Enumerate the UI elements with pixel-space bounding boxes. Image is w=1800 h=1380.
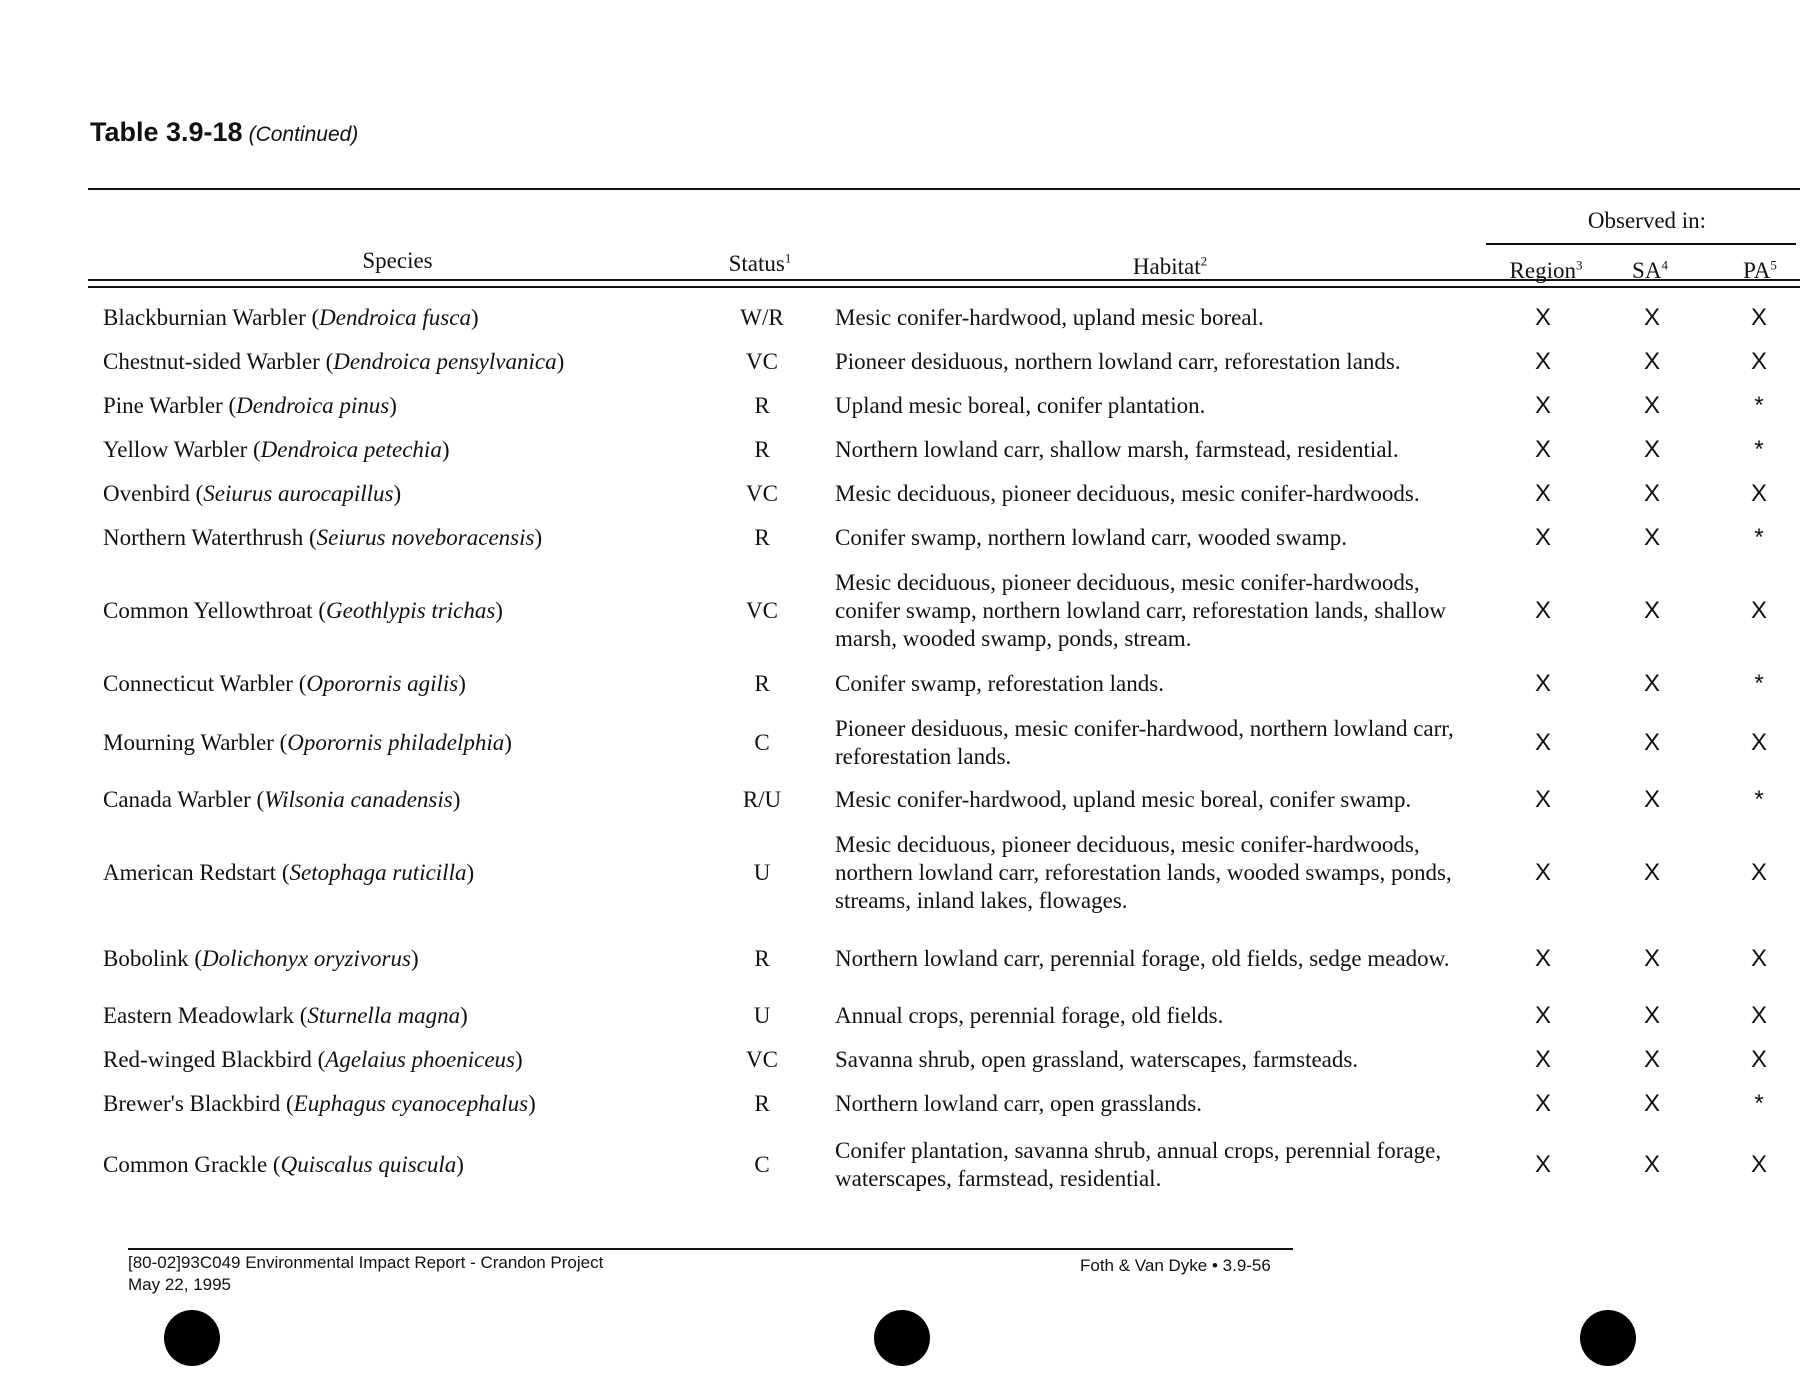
header-status (720, 251, 800, 277)
header-species (310, 248, 485, 274)
species-scientific: Quiscalus quiscula (280, 1152, 457, 1177)
region-mark: X (1534, 304, 1551, 331)
observed-in-rule (1486, 243, 1796, 245)
species-common: Northern Waterthrush (103, 525, 304, 550)
status-cell: C (754, 730, 770, 755)
header-habitat (1100, 254, 1240, 280)
habitat-cell: Conifer swamp, reforestation lands. (835, 671, 1164, 696)
pa-mark: * (1754, 670, 1764, 697)
status-cell: C (754, 1152, 770, 1177)
pa-mark: X (1750, 1046, 1767, 1073)
region-mark: X (1534, 729, 1551, 756)
pa-mark: X (1750, 304, 1767, 331)
sa-mark: X (1643, 304, 1660, 331)
sa-mark: X (1643, 524, 1660, 551)
table-number: Table 3.9-18 (90, 117, 243, 147)
species-cell: American Redstart (Setophaga ruticilla) (103, 860, 475, 885)
table-continued: (Continued) (248, 123, 359, 146)
habitat-cell: Upland mesic boreal, conifer plantation. (835, 393, 1206, 418)
header-habitat-text: Habitat (1132, 254, 1201, 279)
species-cell: Connecticut Warbler (Oporornis agilis) (103, 671, 466, 696)
species-common: Connecticut Warbler (103, 671, 293, 696)
status-cell: R (754, 437, 770, 462)
species-common: Yellow Warbler (103, 437, 248, 462)
region-mark: X (1534, 524, 1551, 551)
table-row (0, 1134, 1800, 1196)
species-common: American Redstart (103, 860, 277, 885)
species-common: Chestnut-sided Warbler (103, 349, 320, 374)
header-sa-text: SA (1632, 258, 1662, 283)
species-cell: Chestnut-sided Warbler (Dendroica pensylvanica) (103, 349, 565, 374)
footer-rule (128, 1248, 1293, 1250)
species-scientific: Dendroica pinus (236, 393, 390, 418)
habitat-cell: Conifer plantation, savanna shrub, annual crops, perennial forage, waterscapes, farmstead, residential. (835, 1138, 1442, 1191)
species-common: Blackburnian Warbler (103, 305, 306, 330)
region-mark: X (1534, 1090, 1551, 1117)
table-row (0, 928, 1800, 990)
region-mark: X (1534, 786, 1551, 813)
pa-mark: * (1754, 1090, 1764, 1117)
table-row (0, 386, 1800, 426)
species-common: Ovenbird (103, 481, 190, 506)
region-mark: X (1534, 1002, 1551, 1029)
species-cell: Eastern Meadowlark (Sturnella magna) (103, 1003, 468, 1028)
header-region-note: 3 (1575, 257, 1583, 273)
species-common: Common Grackle (103, 1152, 268, 1177)
header-habitat-note: 2 (1200, 253, 1208, 269)
species-scientific: Geothlypis trichas (326, 598, 496, 623)
table-row (0, 996, 1800, 1036)
table-row (0, 342, 1800, 382)
species-scientific: Setophaga ruticilla (289, 860, 467, 885)
habitat-cell: Pioneer desiduous, northern lowland carr, reforestation lands. (835, 349, 1401, 374)
species-cell: Red-winged Blackbird (Agelaius phoeniceus) (103, 1047, 523, 1072)
sa-mark: X (1643, 597, 1660, 624)
status-cell: R (754, 393, 770, 418)
species-scientific: Dolichonyx oryzivorus (202, 946, 411, 971)
table-row (0, 1084, 1800, 1124)
header-pa-note: 5 (1770, 257, 1777, 273)
status-cell: U (753, 1003, 771, 1028)
region-mark: X (1534, 348, 1551, 375)
pa-mark: X (1750, 348, 1767, 375)
binder-hole (874, 1310, 930, 1366)
species-scientific: Oporornis philadelphia (287, 730, 505, 755)
species-scientific: Dendroica pensylvanica (333, 349, 557, 374)
pa-mark: X (1750, 480, 1767, 507)
region-mark: X (1534, 859, 1551, 886)
sa-mark: X (1643, 480, 1660, 507)
species-scientific: Wilsonia canadensis (264, 787, 453, 812)
species-cell: Brewer's Blackbird (Euphagus cyanocephalus) (103, 1091, 536, 1116)
pa-mark: * (1754, 436, 1764, 463)
status-cell: R (754, 1091, 770, 1116)
habitat-cell: Conifer swamp, northern lowland carr, wooded swamp. (835, 525, 1347, 550)
footer-left (128, 1252, 603, 1296)
species-cell: Blackburnian Warbler (Dendroica fusca) (103, 305, 479, 330)
habitat-cell: Mesic deciduous, pioneer deciduous, mesic conifer-hardwoods. (835, 481, 1420, 506)
habitat-cell: Annual crops, perennial forage, old fields. (835, 1003, 1224, 1028)
habitat-cell: Pioneer desiduous, mesic conifer-hardwood, northern lowland carr, reforestation lands. (835, 716, 1454, 769)
table-row (0, 712, 1800, 774)
status-cell: U (753, 860, 771, 885)
species-common: Pine Warbler (103, 393, 223, 418)
region-mark: X (1534, 436, 1551, 463)
species-scientific: Seiurus aurocapillus (203, 481, 394, 506)
binder-hole (164, 1310, 220, 1366)
region-mark: X (1534, 670, 1551, 697)
habitat-cell: Northern lowland carr, perennial forage, old fields, sedge meadow. (835, 946, 1450, 971)
header-species-text: Species (362, 248, 433, 273)
sa-mark: X (1643, 1046, 1660, 1073)
header-status-note: 1 (784, 250, 792, 266)
region-mark: X (1534, 480, 1551, 507)
status-cell: R (754, 671, 770, 696)
habitat-cell: Mesic conifer-hardwood, upland mesic boreal. (835, 305, 1264, 330)
sa-mark: X (1643, 859, 1660, 886)
sa-mark: X (1643, 945, 1660, 972)
habitat-cell: Northern lowland carr, shallow marsh, farmstead, residential. (835, 437, 1399, 462)
status-cell: VC (746, 349, 778, 374)
sa-mark: X (1643, 1151, 1660, 1178)
species-common: Canada Warbler (103, 787, 251, 812)
header-pa-text: PA (1743, 258, 1771, 283)
region-mark: X (1534, 1151, 1551, 1178)
table-title (90, 117, 358, 148)
sa-mark: X (1643, 348, 1660, 375)
pa-mark: * (1754, 786, 1764, 813)
status-cell: R (754, 946, 770, 971)
pa-mark: X (1750, 597, 1767, 624)
species-cell: Mourning Warbler (Oporornis philadelphia) (103, 730, 512, 755)
species-cell: Canada Warbler (Wilsonia canadensis) (103, 787, 461, 812)
pa-mark: X (1750, 1002, 1767, 1029)
table-row (0, 298, 1800, 338)
pa-mark: * (1754, 392, 1764, 419)
species-common: Common Yellowthroat (103, 598, 313, 623)
sa-mark: X (1643, 729, 1660, 756)
sa-mark: X (1643, 392, 1660, 419)
header-region-text: Region (1509, 258, 1576, 283)
footer-page-ref: Foth & Van Dyke • 3.9-56 (1080, 1256, 1271, 1275)
header-status-text: Status (728, 251, 785, 276)
species-cell: Common Grackle (Quiscalus quiscula) (103, 1152, 464, 1177)
species-common: Red-winged Blackbird (103, 1047, 312, 1072)
habitat-cell: Mesic deciduous, pioneer deciduous, mesic conifer-hardwoods, conifer swamp, northern lowland carr, reforestation lands, shallow marsh, wooded swamp, ponds, stream. (835, 570, 1446, 651)
header-double-rule (88, 279, 1800, 288)
status-cell: VC (746, 1047, 778, 1072)
habitat-cell: Savanna shrub, open grassland, waterscapes, farmsteads. (835, 1047, 1359, 1072)
habitat-cell: Northern lowland carr, open grasslands. (835, 1091, 1202, 1116)
sa-mark: X (1643, 786, 1660, 813)
species-cell: Ovenbird (Seiurus aurocapillus) (103, 481, 402, 506)
observed-in-label: Observed in: (1587, 208, 1707, 233)
pa-mark: X (1750, 729, 1767, 756)
footer-date: May 22, 1995 (128, 1275, 232, 1294)
table-row (0, 474, 1800, 514)
species-cell: Bobolink (Dolichonyx oryzivorus) (103, 946, 419, 971)
table-row (0, 518, 1800, 558)
table-row (0, 780, 1800, 820)
pa-mark: X (1750, 1151, 1767, 1178)
header-sa-note: 4 (1661, 257, 1668, 273)
species-cell: Northern Waterthrush (Seiurus noveboracensis) (103, 525, 543, 550)
species-scientific: Seiurus noveboracensis (316, 525, 535, 550)
region-mark: X (1534, 1046, 1551, 1073)
pa-mark: X (1750, 945, 1767, 972)
species-common: Eastern Meadowlark (103, 1003, 294, 1028)
table-row (0, 566, 1800, 656)
region-mark: X (1534, 597, 1551, 624)
species-scientific: Sturnella magna (307, 1003, 461, 1028)
pa-mark: * (1754, 524, 1764, 551)
habitat-cell: Mesic deciduous, pioneer deciduous, mesic conifer-hardwoods, northern lowland carr, reforestation lands, wooded swamps, ponds, streams, inland lakes, flowages. (835, 832, 1452, 913)
species-common: Mourning Warbler (103, 730, 274, 755)
species-scientific: Agelaius phoeniceus (325, 1047, 516, 1072)
status-cell: R/U (742, 787, 782, 812)
region-mark: X (1534, 945, 1551, 972)
species-common: Bobolink (103, 946, 189, 971)
species-scientific: Dendroica petechia (260, 437, 442, 462)
table-row (0, 828, 1800, 918)
region-mark: X (1534, 392, 1551, 419)
species-common: Brewer's Blackbird (103, 1091, 281, 1116)
status-cell: W/R (740, 305, 784, 330)
table-row (0, 1040, 1800, 1080)
pa-mark: X (1750, 859, 1767, 886)
table-row (0, 664, 1800, 704)
sa-mark: X (1643, 1090, 1660, 1117)
habitat-cell: Mesic conifer-hardwood, upland mesic boreal, conifer swamp. (835, 787, 1412, 812)
species-cell: Yellow Warbler (Dendroica petechia) (103, 437, 450, 462)
species-cell: Common Yellowthroat (Geothlypis trichas) (103, 598, 503, 623)
footer-doc-id: [80-02]93C049 Environmental Impact Report - Crandon Project (128, 1253, 604, 1272)
status-cell: VC (746, 481, 778, 506)
sa-mark: X (1643, 1002, 1660, 1029)
species-cell: Pine Warbler (Dendroica pinus) (103, 393, 397, 418)
binder-hole (1580, 1310, 1636, 1366)
sa-mark: X (1643, 436, 1660, 463)
species-scientific: Oporornis agilis (306, 671, 459, 696)
sa-mark: X (1643, 670, 1660, 697)
species-scientific: Euphagus cyanocephalus (293, 1091, 529, 1116)
top-rule (88, 188, 1800, 190)
species-scientific: Dendroica fusca (319, 305, 471, 330)
status-cell: VC (746, 598, 778, 623)
status-cell: R (754, 525, 770, 550)
table-row (0, 430, 1800, 470)
